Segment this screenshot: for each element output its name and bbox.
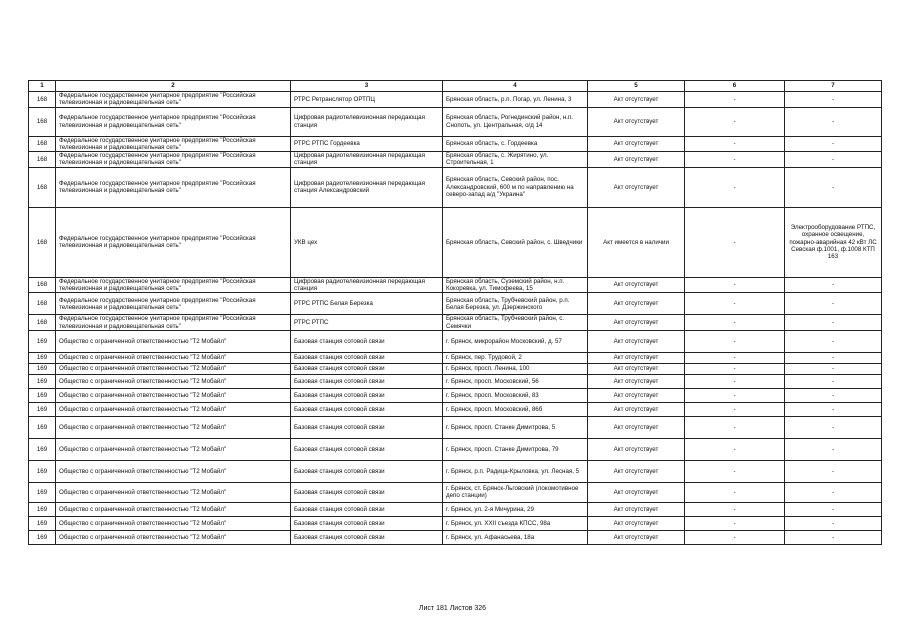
table-cell-col-3: РТРС РТПС Гордеевка <box>291 136 443 152</box>
table-cell-col-4: Брянская область, Трубчевский район, р.п. Белая Березка, ул. Дзержинского <box>443 293 588 315</box>
table-cell-col-7: - <box>785 277 882 293</box>
table-cell-col-4: г. Брянск, просп. Московский, 86б <box>443 402 588 416</box>
table-cell-col-2: Общество с ограниченной ответственностью "Т2 Мобайл" <box>56 352 291 363</box>
table-cell-col-5: Акт отсутствует <box>588 315 685 331</box>
table-cell-col-4: г. Брянск, ст. Брянск-Льговский (локомотивное депо станции) <box>443 482 588 502</box>
table-cell-col-4: г. Брянск, микрорайон Московский, д. 57 <box>443 330 588 352</box>
table-cell-col-5: Акт отсутствует <box>588 438 685 460</box>
table-cell-col-6: - <box>685 352 785 363</box>
data-table <box>28 80 882 545</box>
table-cell-col-5: Акт отсутствует <box>588 374 685 388</box>
table-cell-col-1: 168 <box>29 277 56 293</box>
table-cell-col-6: - <box>685 363 785 374</box>
table-cell-col-1: 169 <box>29 516 56 530</box>
table-cell-col-1: 169 <box>29 460 56 482</box>
column-header-7: 7 <box>785 81 882 92</box>
table-cell-col-2: Общество с ограниченной ответственностью "Т2 Мобайл" <box>56 438 291 460</box>
table-row <box>29 167 882 207</box>
table-cell-col-5: Акт имеется в наличии <box>588 207 685 277</box>
table-cell-col-7: - <box>785 530 882 544</box>
table-cell-col-1: 169 <box>29 502 56 516</box>
table-cell-col-4: Брянская область, р.п. Погар, ул. Ленина, 3 <box>443 92 588 108</box>
table-cell-col-6: - <box>685 330 785 352</box>
table-cell-col-3: Базовая станция сотовой связи <box>291 438 443 460</box>
table-cell-col-7: - <box>785 352 882 363</box>
table-cell-col-7: - <box>785 167 882 207</box>
table-cell-col-2: Общество с ограниченной ответственностью "Т2 Мобайл" <box>56 460 291 482</box>
table-cell-col-6: - <box>685 167 785 207</box>
table-body <box>29 92 882 545</box>
table-cell-col-5: Акт отсутствует <box>588 460 685 482</box>
table-cell-col-6: - <box>685 530 785 544</box>
table-cell-col-4: г. Брянск, ул. XXII съезда КПСС, 98а <box>443 516 588 530</box>
table-cell-col-4: Брянская область, с. Гордеевка <box>443 136 588 152</box>
table-cell-col-1: 168 <box>29 167 56 207</box>
table-cell-col-2: Федеральное государственное унитарное предприятие "Российская телевизионная и радиовещательная сеть" <box>56 315 291 331</box>
table-cell-col-6: - <box>685 460 785 482</box>
table-cell-col-3: РТРС РТПС Белая Березка <box>291 293 443 315</box>
table-cell-col-7: - <box>785 438 882 460</box>
table-cell-col-7: - <box>785 516 882 530</box>
table-cell-col-4: г. Брянск, ул. 2-я Мичурина, 29 <box>443 502 588 516</box>
table-cell-col-5: Акт отсутствует <box>588 152 685 168</box>
table-row <box>29 388 882 402</box>
table-cell-col-3: Цифровая радиотелевизионная передающая станция Александровский <box>291 167 443 207</box>
page-footer: Лист 181 Листов 326 <box>418 605 487 612</box>
table-row <box>29 502 882 516</box>
table-cell-col-6: - <box>685 416 785 438</box>
table-cell-col-7: - <box>785 330 882 352</box>
table-cell-col-2: Общество с ограниченной ответственностью "Т2 Мобайл" <box>56 482 291 502</box>
table-cell-col-1: 168 <box>29 107 56 136</box>
table-cell-col-2: Общество с ограниченной ответственностью "Т2 Мобайл" <box>56 363 291 374</box>
table-cell-col-4: г. Брянск, просп. Станке Димитрова, 79 <box>443 438 588 460</box>
table-cell-col-4: Брянская область, Севский район, с. Шведчики <box>443 207 588 277</box>
table-cell-col-1: 168 <box>29 136 56 152</box>
table-cell-col-1: 169 <box>29 530 56 544</box>
table-cell-col-4: г. Брянск, просп. Ленина, 100 <box>443 363 588 374</box>
table-row <box>29 330 882 352</box>
table-cell-col-2: Федеральное государственное унитарное предприятие "Российская телевизионная и радиовещательная сеть" <box>56 92 291 108</box>
table-cell-col-5: Акт отсутствует <box>588 482 685 502</box>
table-cell-col-7: - <box>785 388 882 402</box>
table-cell-col-4: г. Брянск, просп. Московский, 56 <box>443 374 588 388</box>
table-cell-col-1: 169 <box>29 416 56 438</box>
table-cell-col-5: Акт отсутствует <box>588 388 685 402</box>
table-cell-col-1: 169 <box>29 388 56 402</box>
table-cell-col-3: Цифровая радиотелевизионная передающая станция <box>291 277 443 293</box>
table-cell-col-5: Акт отсутствует <box>588 416 685 438</box>
column-header-4: 4 <box>443 81 588 92</box>
table-cell-col-1: 168 <box>29 315 56 331</box>
table-cell-col-3: РТРС РТПС <box>291 315 443 331</box>
table-cell-col-7: - <box>785 416 882 438</box>
table-cell-col-3: Базовая станция сотовой связи <box>291 363 443 374</box>
table-cell-col-1: 169 <box>29 402 56 416</box>
table-cell-col-3: Базовая станция сотовой связи <box>291 516 443 530</box>
table-cell-col-7: - <box>785 502 882 516</box>
table-cell-col-1: 169 <box>29 352 56 363</box>
table-row <box>29 363 882 374</box>
table-cell-col-7: - <box>785 315 882 331</box>
table-cell-col-2: Общество с ограниченной ответственностью "Т2 Мобайл" <box>56 402 291 416</box>
table-row <box>29 438 882 460</box>
table-cell-col-2: Общество с ограниченной ответственностью "Т2 Мобайл" <box>56 416 291 438</box>
table-cell-col-5: Акт отсутствует <box>588 277 685 293</box>
table-cell-col-7: - <box>785 293 882 315</box>
table-cell-col-4: г. Брянск, ул. Афанасьева, 18а <box>443 530 588 544</box>
table-row <box>29 482 882 502</box>
table-row <box>29 92 882 108</box>
table-cell-col-2: Федеральное государственное унитарное предприятие "Российская телевизионная и радиовещательная сеть" <box>56 167 291 207</box>
table-cell-col-7: - <box>785 460 882 482</box>
table-cell-col-1: 169 <box>29 438 56 460</box>
table-cell-col-6: - <box>685 388 785 402</box>
table-row <box>29 136 882 152</box>
table-cell-col-3: Базовая станция сотовой связи <box>291 416 443 438</box>
table-cell-col-2: Общество с ограниченной ответственностью "Т2 Мобайл" <box>56 330 291 352</box>
table-cell-col-6: - <box>685 207 785 277</box>
table-cell-col-3: Базовая станция сотовой связи <box>291 352 443 363</box>
table-cell-col-1: 169 <box>29 482 56 502</box>
table-cell-col-7: - <box>785 107 882 136</box>
table-row <box>29 277 882 293</box>
document-table-container <box>28 80 881 545</box>
table-cell-col-5: Акт отсутствует <box>588 330 685 352</box>
table-cell-col-5: Акт отсутствует <box>588 530 685 544</box>
table-cell-col-7: - <box>785 374 882 388</box>
table-cell-col-4: г. Брянск, просп. Станке Димитрова, 5 <box>443 416 588 438</box>
table-row <box>29 416 882 438</box>
table-cell-col-3: Базовая станция сотовой связи <box>291 388 443 402</box>
table-cell-col-1: 169 <box>29 374 56 388</box>
table-cell-col-6: - <box>685 107 785 136</box>
column-header-2: 2 <box>56 81 291 92</box>
table-cell-col-2: Федеральное государственное унитарное предприятие "Российская телевизионная и радиовещательная сеть" <box>56 277 291 293</box>
table-cell-col-6: - <box>685 315 785 331</box>
table-row <box>29 516 882 530</box>
table-cell-col-6: - <box>685 482 785 502</box>
column-header-5: 5 <box>588 81 685 92</box>
table-cell-col-2: Общество с ограниченной ответственностью "Т2 Мобайл" <box>56 530 291 544</box>
table-row <box>29 207 882 277</box>
table-cell-col-5: Акт отсутствует <box>588 167 685 207</box>
table-cell-col-6: - <box>685 136 785 152</box>
table-row <box>29 460 882 482</box>
table-cell-col-2: Федеральное государственное унитарное предприятие "Российская телевизионная и радиовещательная сеть" <box>56 152 291 168</box>
table-cell-col-4: Брянская область, Севский район, пос. Александровский, 600 м по направлению на северо-запад а/д "Украина" <box>443 167 588 207</box>
column-header-1: 1 <box>29 81 56 92</box>
table-cell-col-4: Брянская область, Суземский район, н.п. Кокоревка, ул. Тимофеева, 15 <box>443 277 588 293</box>
table-cell-col-2: Федеральное государственное унитарное предприятие "Российская телевизионная и радиовещательная сеть" <box>56 293 291 315</box>
table-cell-col-1: 169 <box>29 363 56 374</box>
table-cell-col-6: - <box>685 516 785 530</box>
table-cell-col-5: Акт отсутствует <box>588 502 685 516</box>
table-cell-col-4: Брянская область, Трубчевский район, с. Семячки <box>443 315 588 331</box>
table-cell-col-5: Акт отсутствует <box>588 92 685 108</box>
table-cell-col-3: УКВ цех <box>291 207 443 277</box>
table-cell-col-6: - <box>685 438 785 460</box>
table-cell-col-1: 168 <box>29 293 56 315</box>
table-cell-col-4: Брянская область, Рогнединский район, н.п. Снопоть, ул. Центральная, о/д 14 <box>443 107 588 136</box>
table-cell-col-7: Электрооборудование РТПС, охранное освещение, пожарно-аварийная 42 кВт ЛС Севская ф.1001, ф.1008 КТП 163 <box>785 207 882 277</box>
table-cell-col-5: Акт отсутствует <box>588 352 685 363</box>
table-cell-col-5: Акт отсутствует <box>588 402 685 416</box>
table-cell-col-7: - <box>785 136 882 152</box>
table-row <box>29 402 882 416</box>
table-cell-col-2: Федеральное государственное унитарное предприятие "Российская телевизионная и радиовещательная сеть" <box>56 207 291 277</box>
table-cell-col-4: г. Брянск, р.п. Радица-Крыловка, ул. Лесная, 5 <box>443 460 588 482</box>
table-cell-col-1: 168 <box>29 92 56 108</box>
table-cell-col-6: - <box>685 402 785 416</box>
table-cell-col-7: - <box>785 152 882 168</box>
table-cell-col-5: Акт отсутствует <box>588 107 685 136</box>
table-row <box>29 352 882 363</box>
table-cell-col-5: Акт отсутствует <box>588 136 685 152</box>
table-cell-col-3: Цифровая радиотелевизионная передающая станция <box>291 152 443 168</box>
table-row <box>29 315 882 331</box>
table-cell-col-2: Общество с ограниченной ответственностью "Т2 Мобайл" <box>56 388 291 402</box>
table-cell-col-4: г. Брянск, пер. Трудовой, 2 <box>443 352 588 363</box>
table-row <box>29 293 882 315</box>
column-header-6: 6 <box>685 81 785 92</box>
table-cell-col-5: Акт отсутствует <box>588 363 685 374</box>
table-row <box>29 374 882 388</box>
table-cell-col-7: - <box>785 402 882 416</box>
table-cell-col-2: Общество с ограниченной ответственностью "Т2 Мобайл" <box>56 516 291 530</box>
table-cell-col-2: Федеральное государственное унитарное предприятие "Российская телевизионная и радиовещательная сеть" <box>56 107 291 136</box>
table-cell-col-3: Базовая станция сотовой связи <box>291 482 443 502</box>
table-row <box>29 152 882 168</box>
table-cell-col-2: Федеральное государственное унитарное предприятие "Российская телевизионная и радиовещательная сеть" <box>56 136 291 152</box>
table-cell-col-6: - <box>685 293 785 315</box>
table-row <box>29 530 882 544</box>
table-cell-col-1: 168 <box>29 152 56 168</box>
table-cell-col-3: Базовая станция сотовой связи <box>291 330 443 352</box>
table-cell-col-6: - <box>685 502 785 516</box>
table-cell-col-7: - <box>785 482 882 502</box>
table-cell-col-4: Брянская область, с. Жирятино, ул. Строительная, 1 <box>443 152 588 168</box>
header-row <box>29 81 882 92</box>
table-cell-col-5: Акт отсутствует <box>588 516 685 530</box>
table-cell-col-1: 168 <box>29 207 56 277</box>
table-cell-col-2: Общество с ограниченной ответственностью "Т2 Мобайл" <box>56 502 291 516</box>
table-row <box>29 107 882 136</box>
table-cell-col-2: Общество с ограниченной ответственностью "Т2 Мобайл" <box>56 374 291 388</box>
table-cell-col-7: - <box>785 363 882 374</box>
table-cell-col-3: РТРС Ретранслятор ОРТПЦ <box>291 92 443 108</box>
table-cell-col-6: - <box>685 92 785 108</box>
table-cell-col-4: г. Брянск, просп. Московский, 83 <box>443 388 588 402</box>
table-cell-col-6: - <box>685 374 785 388</box>
table-cell-col-7: - <box>785 92 882 108</box>
table-cell-col-3: Базовая станция сотовой связи <box>291 374 443 388</box>
table-cell-col-6: - <box>685 152 785 168</box>
table-cell-col-3: Базовая станция сотовой связи <box>291 402 443 416</box>
table-cell-col-3: Цифровая радиотелевизионная передающая станция <box>291 107 443 136</box>
column-header-3: 3 <box>291 81 443 92</box>
table-cell-col-5: Акт отсутствует <box>588 293 685 315</box>
table-cell-col-3: Базовая станция сотовой связи <box>291 460 443 482</box>
table-cell-col-3: Базовая станция сотовой связи <box>291 502 443 516</box>
table-cell-col-3: Базовая станция сотовой связи <box>291 530 443 544</box>
table-cell-col-1: 169 <box>29 330 56 352</box>
table-cell-col-6: - <box>685 277 785 293</box>
